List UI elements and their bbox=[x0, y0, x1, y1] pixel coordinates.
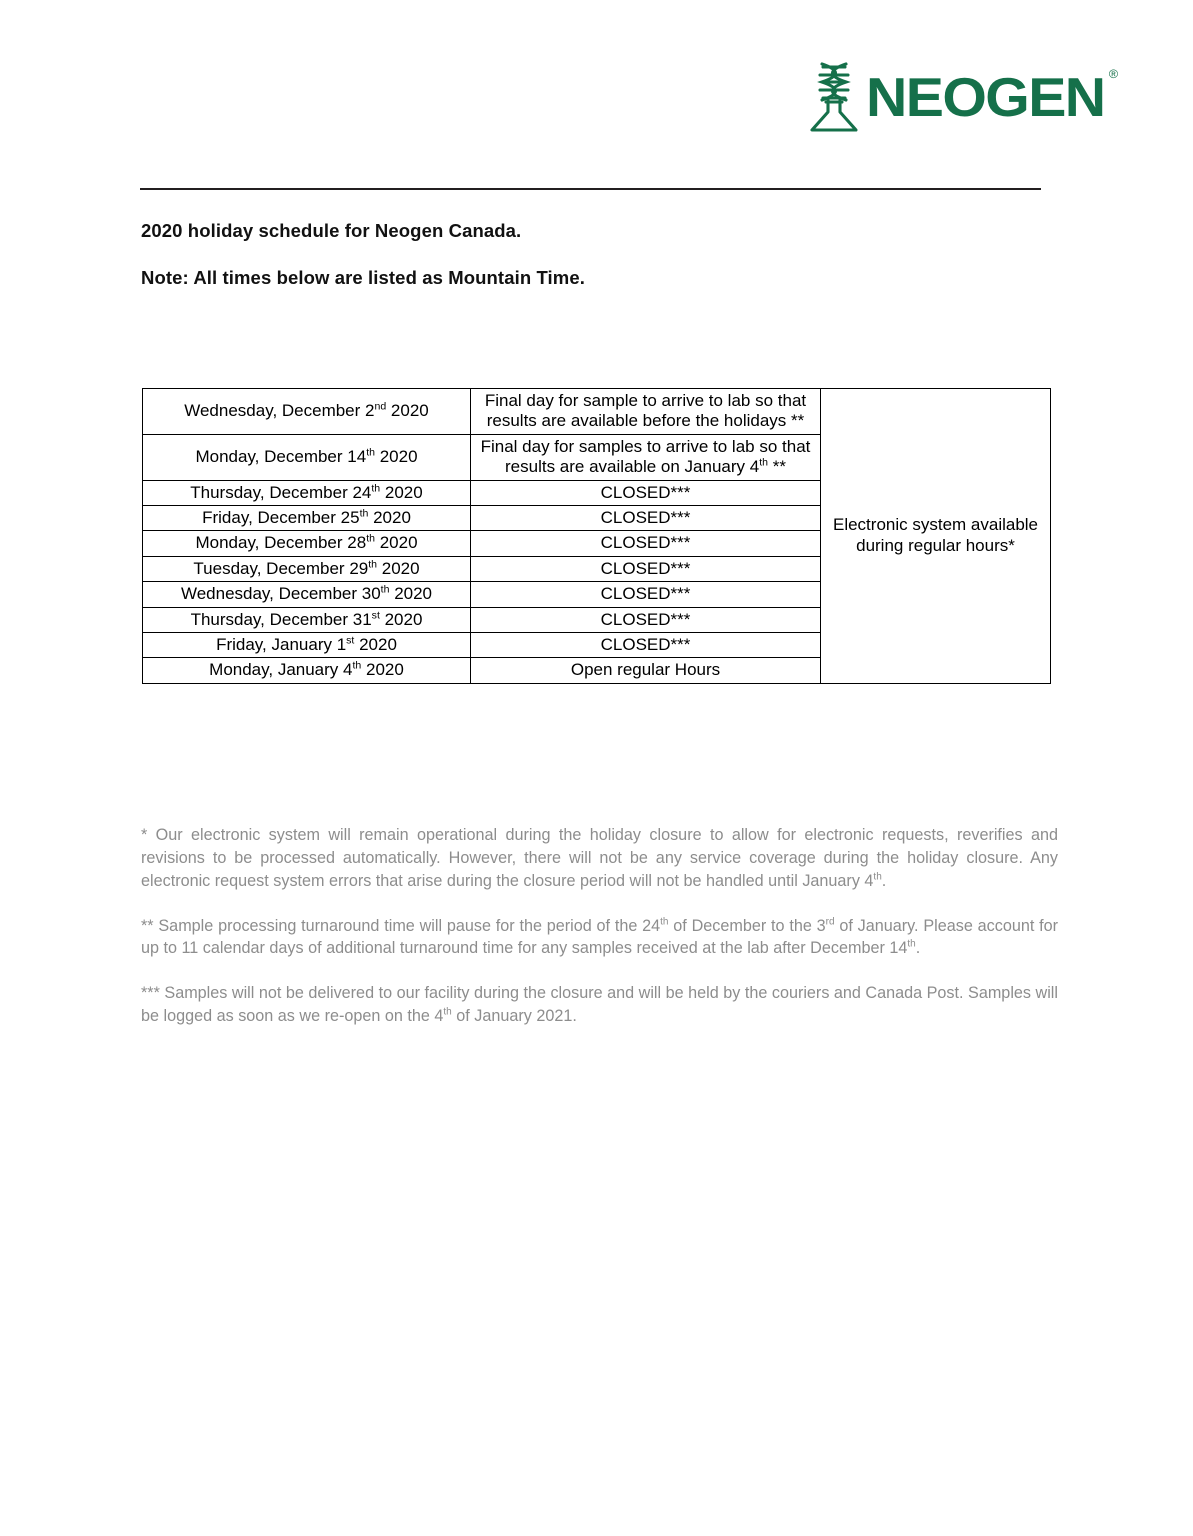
neogen-wordmark bbox=[866, 65, 1119, 128]
neogen-wordmark-text: NEOGEN bbox=[866, 65, 1105, 128]
ordinal-suffix: rd bbox=[825, 916, 835, 928]
neogen-logo bbox=[806, 58, 1119, 136]
ordinal-suffix: th bbox=[660, 916, 669, 928]
footnote-paragraph: * Our electronic system will remain operational during the holiday closure to allow for electronic requests, reverifies and revisions to be processed automatically. However, there will not be any service coverage during the holiday closure. Any electronic request system errors that arise during the closure period will not be handled until January 4th. bbox=[141, 826, 1058, 890]
schedule-date-cell: Monday, January 4th 2020 bbox=[143, 658, 471, 683]
ordinal-suffix: st bbox=[371, 608, 380, 621]
header-divider bbox=[140, 188, 1041, 190]
holiday-schedule-table bbox=[142, 388, 1051, 684]
registered-trademark-icon: ® bbox=[1108, 66, 1119, 81]
ordinal-suffix: th bbox=[352, 659, 362, 672]
schedule-status-cell: Final day for samples to arrive to lab so that results are available on January 4th ** bbox=[471, 434, 821, 480]
ordinal-suffix: st bbox=[346, 634, 355, 647]
schedule-status-cell: CLOSED*** bbox=[471, 607, 821, 632]
schedule-date-cell: Monday, December 28th 2020 bbox=[143, 531, 471, 556]
ordinal-suffix: th bbox=[380, 583, 390, 596]
schedule-status-cell: CLOSED*** bbox=[471, 531, 821, 556]
schedule-status-cell: CLOSED*** bbox=[471, 480, 821, 505]
ordinal-suffix: th bbox=[873, 871, 882, 883]
schedule-status-cell: Open regular Hours bbox=[471, 658, 821, 683]
ordinal-suffix: th bbox=[443, 1006, 452, 1018]
schedule-date-cell: Friday, December 25th 2020 bbox=[143, 505, 471, 530]
footnotes bbox=[141, 824, 1058, 1028]
schedule-date-cell: Thursday, December 24th 2020 bbox=[143, 480, 471, 505]
schedule-status-cell: CLOSED*** bbox=[471, 556, 821, 581]
schedule-date-cell: Tuesday, December 29th 2020 bbox=[143, 556, 471, 581]
schedule-date-cell: Wednesday, December 2nd 2020 bbox=[143, 389, 471, 435]
ordinal-suffix: th bbox=[907, 938, 916, 950]
schedule-date-cell: Monday, December 14th 2020 bbox=[143, 434, 471, 480]
flask-dna-helix-icon bbox=[806, 60, 862, 134]
footnote-paragraph: ** Sample processing turnaround time will pause for the period of the 24th of December to the 3rd of January. Please account for up to 11 calendar days of additional turnaround time for any samples received at the lab after December 14th. bbox=[141, 916, 1059, 958]
schedule-status-cell: Final day for sample to arrive to lab so that results are available before the holidays ** bbox=[471, 389, 821, 435]
schedule-date-cell: Thursday, December 31st 2020 bbox=[143, 607, 471, 632]
ordinal-suffix: th bbox=[366, 532, 375, 545]
ordinal-suffix: th bbox=[759, 456, 769, 469]
ordinal-suffix: th bbox=[371, 481, 381, 494]
ordinal-suffix: th bbox=[359, 507, 369, 520]
ordinal-suffix: th bbox=[366, 446, 375, 459]
schedule-status-cell: CLOSED*** bbox=[471, 505, 821, 530]
table-row bbox=[143, 389, 1051, 435]
footnote-paragraph: *** Samples will not be delivered to our facility during the closure and will be held by the couriers and Canada Post. Samples will be logged as soon as we re-open on the 4th of January 2021. bbox=[141, 984, 1058, 1026]
schedule-date-cell: Friday, January 1st 2020 bbox=[143, 632, 471, 657]
schedule-status-cell: CLOSED*** bbox=[471, 582, 821, 607]
ordinal-suffix: th bbox=[368, 558, 378, 571]
electronic-system-note-cell: Electronic system available during regular hours* bbox=[821, 389, 1051, 684]
page-title: 2020 holiday schedule for Neogen Canada. bbox=[141, 220, 522, 241]
schedule-date-cell: Wednesday, December 30th 2020 bbox=[143, 582, 471, 607]
timezone-note: Note: All times below are listed as Mountain Time. bbox=[141, 267, 585, 288]
ordinal-suffix: nd bbox=[374, 400, 387, 413]
schedule-status-cell: CLOSED*** bbox=[471, 632, 821, 657]
